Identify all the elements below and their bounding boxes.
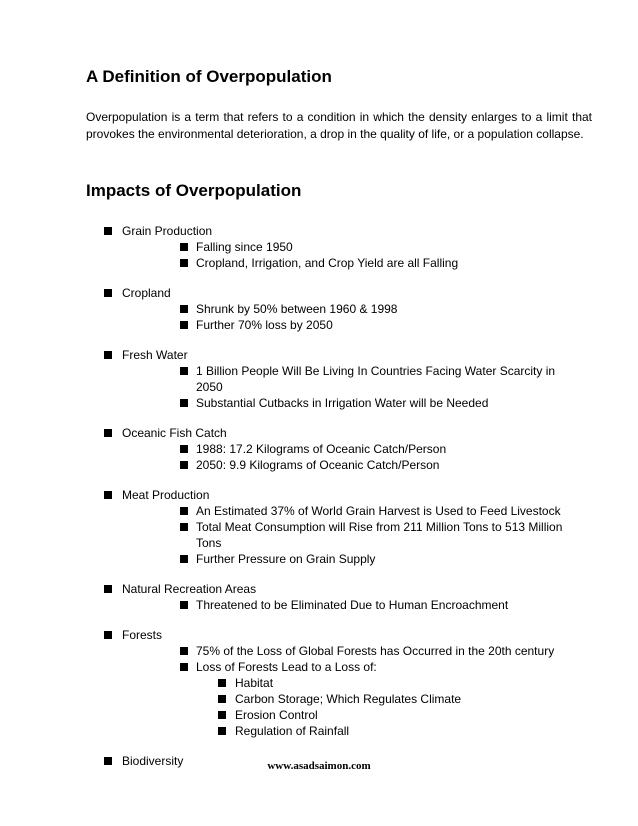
impact-sublist xyxy=(0,597,638,613)
square-bullet-icon xyxy=(218,711,226,719)
definition-paragraph: Overpopulation is a term that refers to a condition in which the density enlarges to a limit that provokes the environmental deterioration, a drop in the quality of life, or a population collapse. xyxy=(86,110,592,141)
square-bullet-icon xyxy=(104,429,112,437)
impact-subitem-text: Cropland, Irrigation, and Crop Yield are all Falling xyxy=(196,256,459,270)
impact-subitem-text: 75% of the Loss of Global Forests has Occurred in the 20th century xyxy=(196,644,555,658)
impact-subitem-text: Total Meat Consumption will Rise from 211 Million Tons to 513 Million Tons xyxy=(196,520,563,550)
impact-subitem-text: An Estimated 37% of World Grain Harvest is Used to Feed Livestock xyxy=(196,504,561,518)
impact-subsubitem xyxy=(0,707,621,723)
square-bullet-icon xyxy=(104,351,112,359)
square-bullet-icon xyxy=(180,461,188,469)
impact-section-header xyxy=(0,487,638,503)
impact-subitem-text: Loss of Forests Lead to a Loss of: xyxy=(196,660,377,674)
square-bullet-icon xyxy=(180,663,188,671)
square-bullet-icon xyxy=(180,367,188,375)
square-bullet-icon xyxy=(218,695,226,703)
impact-sublist xyxy=(0,363,638,411)
impact-sublist xyxy=(0,643,638,739)
impact-section-label: Meat Production xyxy=(122,488,210,502)
impact-subitem xyxy=(0,441,582,457)
square-bullet-icon xyxy=(180,259,188,267)
impact-subsublist xyxy=(0,675,582,739)
impact-subsubitem xyxy=(0,691,621,707)
impact-section-header xyxy=(0,223,638,239)
square-bullet-icon xyxy=(180,507,188,515)
impact-subitem-text: Shrunk by 50% between 1960 & 1998 xyxy=(196,302,398,316)
impact-subitem-text: Further Pressure on Grain Supply xyxy=(196,552,376,566)
impact-section-label: Forests xyxy=(122,628,163,642)
impact-subitem-text: 1 Billion People Will Be Living In Countries Facing Water Scarcity in 2050 xyxy=(196,364,556,394)
impact-section xyxy=(0,627,638,739)
impact-subitem xyxy=(0,457,582,473)
impact-subitem-text: Further 70% loss by 2050 xyxy=(196,318,333,332)
impact-section-label: Natural Recreation Areas xyxy=(122,582,257,596)
impact-subitem xyxy=(0,597,582,613)
square-bullet-icon xyxy=(104,227,112,235)
impact-section xyxy=(0,285,638,333)
square-bullet-icon xyxy=(180,399,188,407)
impact-section-label: Cropland xyxy=(122,286,171,300)
impact-section-label: Biodiversity xyxy=(122,754,184,768)
impact-section xyxy=(0,347,638,411)
impact-subitem xyxy=(0,659,582,739)
impact-subsubitem-text: Carbon Storage; Which Regulates Climate xyxy=(235,692,462,706)
impact-subitem xyxy=(0,551,582,567)
impact-section-header xyxy=(0,347,638,363)
square-bullet-icon xyxy=(180,321,188,329)
impact-subsubitem-text: Erosion Control xyxy=(235,708,318,722)
square-bullet-icon xyxy=(180,305,188,313)
impact-section xyxy=(0,487,638,567)
impact-sublist xyxy=(0,239,638,271)
square-bullet-icon xyxy=(180,445,188,453)
impact-subsubitem-text: Regulation of Rainfall xyxy=(235,724,350,738)
square-bullet-icon xyxy=(180,601,188,609)
impact-subitem xyxy=(0,643,582,659)
impact-subitem xyxy=(0,519,582,551)
impact-section-header xyxy=(0,285,638,301)
impact-section xyxy=(0,425,638,473)
impact-section-header xyxy=(0,425,638,441)
impact-subitem-text: Substantial Cutbacks in Irrigation Water will be Needed xyxy=(196,396,489,410)
impact-section-header xyxy=(0,581,638,597)
square-bullet-icon xyxy=(218,679,226,687)
square-bullet-icon xyxy=(104,491,112,499)
square-bullet-icon xyxy=(180,555,188,563)
impact-subitem xyxy=(0,363,582,395)
impact-subitem xyxy=(0,503,582,519)
square-bullet-icon xyxy=(180,243,188,251)
impact-subsubitem-text: Habitat xyxy=(235,676,274,690)
impact-section-label: Fresh Water xyxy=(122,348,188,362)
impact-subitem-text: 1988: 17.2 Kilograms of Oceanic Catch/Person xyxy=(196,442,447,456)
impact-subitem xyxy=(0,395,582,411)
impact-section xyxy=(0,223,638,271)
impact-section-label: Grain Production xyxy=(122,224,213,238)
impact-subsubitem xyxy=(0,675,621,691)
impact-subitem xyxy=(0,255,582,271)
impact-subitem xyxy=(0,239,582,255)
square-bullet-icon xyxy=(104,289,112,297)
impacts-list xyxy=(0,223,638,769)
impact-sublist xyxy=(0,301,638,333)
definition-heading: A Definition of Overpopulation xyxy=(86,67,332,86)
impact-sublist xyxy=(0,503,638,567)
impact-section xyxy=(0,581,638,613)
impact-sublist xyxy=(0,441,638,473)
impacts-heading: Impacts of Overpopulation xyxy=(86,181,302,200)
footer-url: www.asadsaimon.com xyxy=(267,760,371,772)
impact-section-header xyxy=(0,627,638,643)
square-bullet-icon xyxy=(104,585,112,593)
impact-subitem xyxy=(0,301,582,317)
square-bullet-icon xyxy=(180,647,188,655)
square-bullet-icon xyxy=(104,631,112,639)
square-bullet-icon xyxy=(218,727,226,735)
square-bullet-icon xyxy=(180,523,188,531)
impact-subitem-text: Threatened to be Eliminated Due to Human Encroachment xyxy=(196,598,509,612)
impact-section-label: Oceanic Fish Catch xyxy=(122,426,227,440)
impact-subitem-text: Falling since 1950 xyxy=(196,240,293,254)
impact-subsubitem xyxy=(0,723,621,739)
impact-subitem xyxy=(0,317,582,333)
impact-subitem-text: 2050: 9.9 Kilograms of Oceanic Catch/Person xyxy=(196,458,440,472)
